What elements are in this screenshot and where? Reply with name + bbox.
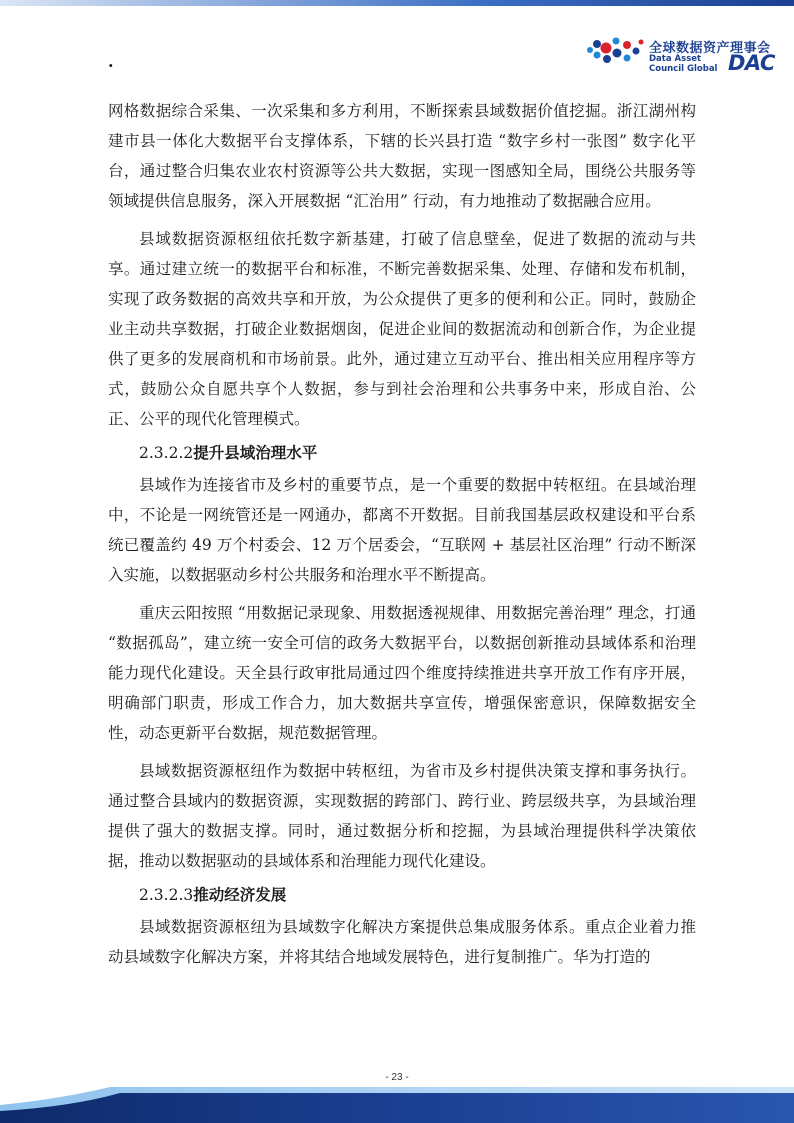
paragraph: 县域数据资源枢纽作为数据中转枢纽，为省市及乡村提供决策支撑和事务执行。通过整合县域内的数据资源，实现数据的跨部门、跨行业、跨层级共享，为县域治理提供了强大的数据支撑。同时，通过数据分析和挖掘，为县域治理提供科学决策依据，推动以数据驱动的县域体系和治理能力现代化建设。: [108, 762, 696, 870]
footer-decorative-band: [0, 1073, 794, 1123]
dac-logo: [583, 34, 783, 78]
section-title: 推动经济发展: [193, 885, 287, 904]
paragraph: 县域数据资源枢纽依托数字新基建，打破了信息壁垒，促进了数据的流动与共享。通过建立统一的数据平台和标准，不断完善数据采集、处理、存储和发布机制，实现了政务数据的高效共享和开放，为公众提供了更多的便利和公正。同时，鼓励企业主动共享数据，打破企业数据烟囱，促进企业间的数据流动和创新合作，为企业提供了更多的发展商机和市场前景。此外，通过建立互动平台、推出相关应用程序等方式，鼓励公众自愿共享个人数据，参与到社会治理和公共事务中来，形成自治、公正、公平的现代化管理模式。: [108, 230, 696, 428]
paragraph: 县域数据资源枢纽为县域数字化解决方案提供总集成服务体系。重点企业着力推动县域数字化解决方案，并将其结合地域发展特色，进行复制推广。华为打造的: [108, 918, 696, 966]
logo-abbreviation: DAC: [728, 51, 775, 75]
paragraph: 县域作为连接省市及乡村的重要节点，是一个重要的数据中转枢纽。在县域治理中，不论是一网统管还是一网通办，都离不开数据。目前我国基层政权建设和平台系统已覆盖约 49 万个村委会、12 万个居委会，“互联网 + 基层社区治理” 行动不断深入实施，以数据驱动乡村公共服务和治理水平不断提高。: [108, 476, 696, 584]
section-heading: [108, 438, 696, 468]
logo-title: 全球数据资产理事会: [649, 41, 771, 56]
header-decorative-band: [0, 0, 794, 14]
section-title: 提升县域治理水平: [193, 443, 318, 462]
logo-subtitle-line2: Council Global: [649, 64, 718, 74]
paragraph: 网格数据综合采集、一次采集和多方利用，不断探索县域数据价值挖掘。浙江湖州构建市县一体化大数据平台支撑体系，下辖的长兴县打造 “数字乡村一张图” 数字化平台，通过整合归集农业农村资源等公共大数据，实现一图感知全局，围绕公共服务等领域提供信息服务，深入开展数据 “汇治用” 行动，有力地推动了数据融合应用。: [108, 102, 696, 210]
section-number: 2.3.2.3: [139, 886, 194, 904]
section-number: 2.3.2.2: [139, 444, 194, 462]
page-number: - 23 -: [385, 1072, 409, 1083]
section-heading: [108, 880, 696, 910]
document-body: [108, 96, 696, 972]
header-marker: ·: [108, 56, 114, 75]
logo-subtitle-line1: Data Asset: [649, 54, 702, 64]
paragraph: 重庆云阳按照 “用数据记录现象、用数据透视规律、用数据完善治理” 理念，打通 “数据孤岛”，建立统一安全可信的政务大数据平台，以数据创新推动县域体系和治理能力现代化建设。天全县行政审批局通过四个维度持续推进共享开放工作有序开展，明确部门职责，形成工作合力，加大数据共享宣传，增强保密意识，保障数据安全性，动态更新平台数据，规范数据管理。: [108, 604, 696, 742]
dac-logo-mark-icon: [583, 34, 647, 78]
